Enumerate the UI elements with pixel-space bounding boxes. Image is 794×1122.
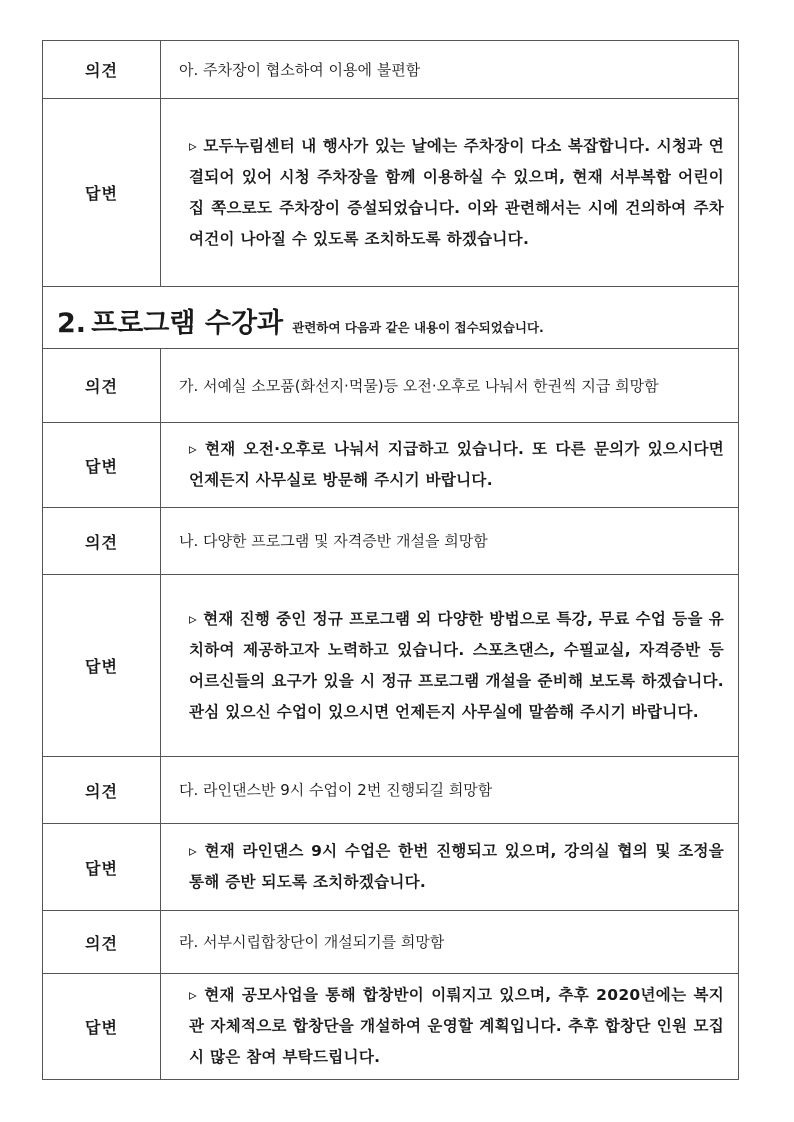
answer-text: ▹ 모두누림센터 내 행사가 있는 날에는 주차장이 다소 복잡합니다. 시청과 연결되어 있어 시청 주차장을 함께 이용하실 수 있으며, 현재 서부복합 어린이집 쪽으로도 주차장이 증설되었습니다. 이와 관련해서는 시에 건의하여 주차 여건이 나아질 수 있도록 조치하도록 하겠습니다. (161, 99, 739, 287)
table-row (43, 423, 739, 508)
table-row (43, 349, 739, 423)
opinion-label: 의견 (43, 911, 161, 974)
answer-label: 답변 (43, 824, 161, 911)
table-row (43, 974, 739, 1080)
answer-label: 답변 (43, 974, 161, 1080)
section-heading (42, 286, 739, 348)
answer-text: ▹ 현재 라인댄스 9시 수업은 한번 진행되고 있으며, 강의실 협의 및 조정을 통해 증반 되도록 조치하겠습니다. (161, 824, 739, 911)
answer-label: 답변 (43, 423, 161, 508)
feedback-table-parking (42, 40, 739, 287)
answer-text: ▹ 현재 공모사업을 통해 합창반이 이뤄지고 있으며, 추후 2020년에는 복지관 자체적으로 합창단을 개설하여 운영할 계획입니다. 추후 합창단 인원 모집시 많은 참여 부탁드립니다. (161, 974, 739, 1080)
answer-text: ▹ 현재 오전·오후로 나눠서 지급하고 있습니다. 또 다른 문의가 있으시다면 언제든지 사무실로 방문해 주시기 바랍니다. (161, 423, 739, 508)
table-row (43, 508, 739, 575)
opinion-label: 의견 (43, 349, 161, 423)
opinion-text: 아. 주차장이 협소하여 이용에 불편함 (161, 41, 739, 99)
feedback-table-programs (42, 348, 739, 1080)
answer-label: 답변 (43, 99, 161, 287)
opinion-text: 라. 서부시립합창단이 개설되기를 희망함 (161, 911, 739, 974)
table-row (43, 911, 739, 974)
table-row (43, 575, 739, 757)
answer-label: 답변 (43, 575, 161, 757)
opinion-text: 나. 다양한 프로그램 및 자격증반 개설을 희망함 (161, 508, 739, 575)
opinion-label: 의견 (43, 41, 161, 99)
opinion-text-content: 가. 서예실 소모품(화선지·먹물)등 오전·오후로 나눠서 한권씩 지급 희망함 (179, 376, 659, 395)
answer-text: ▹ 현재 진행 중인 정규 프로그램 외 다양한 방법으로 특강, 무료 수업 등을 유치하여 제공하고자 노력하고 있습니다. 스포츠댄스, 수필교실, 자격증반 등 어르신들의 요구가 있을 시 정규 프로그램 개설을 준비해 보도록 하겠습니다. 관심 있으신 수업이 있으시면 언제든지 사무실에 말씀해 주시기 바랍니다. (161, 575, 739, 757)
section-number: 2. (57, 308, 87, 339)
table-row (43, 757, 739, 824)
section-subtitle: 관련하여 다음과 같은 내용이 접수되었습니다. (292, 320, 544, 335)
table-row (43, 99, 739, 287)
section-title: 프로그램 수강과 (91, 308, 284, 339)
table-row (43, 824, 739, 911)
opinion-text (161, 349, 739, 423)
opinion-label: 의견 (43, 757, 161, 824)
table-row (43, 41, 739, 99)
opinion-label: 의견 (43, 508, 161, 575)
opinion-text: 다. 라인댄스반 9시 수업이 2번 진행되길 희망함 (161, 757, 739, 824)
